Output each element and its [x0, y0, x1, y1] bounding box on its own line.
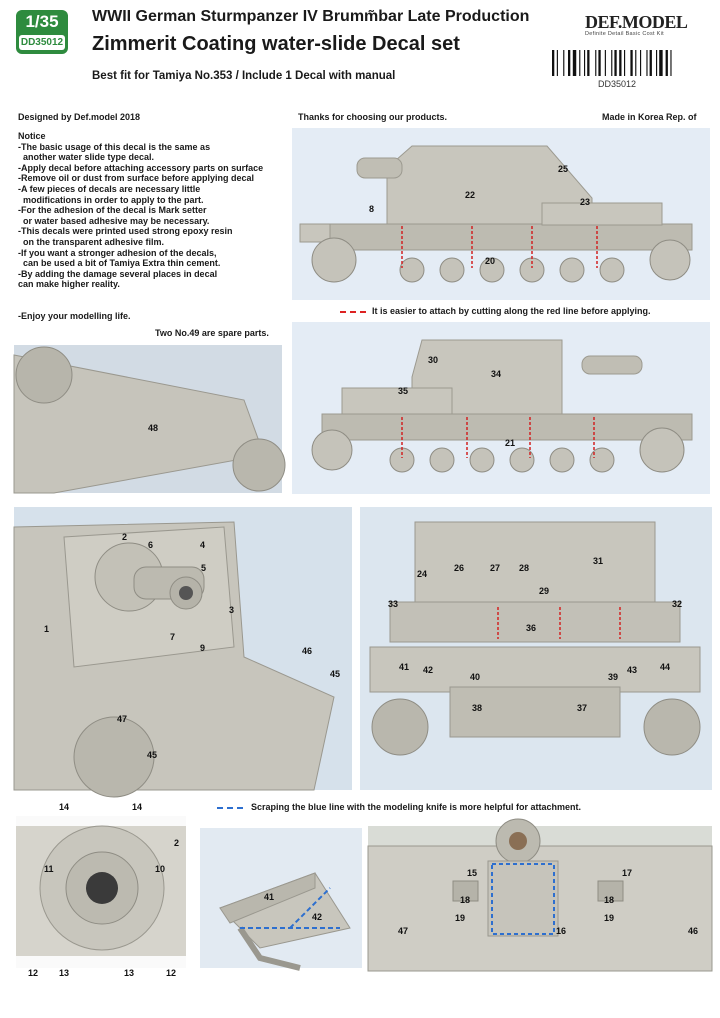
thanks-text: Thanks for choosing our products. — [298, 112, 448, 122]
part-label: 31 — [593, 556, 604, 566]
detail-48-drawing — [14, 345, 282, 493]
photo-plate — [200, 828, 362, 968]
part-label: 30 — [428, 355, 439, 365]
part-label: 45 — [147, 750, 158, 760]
part-label: 18 — [460, 895, 471, 905]
part-label: 25 — [558, 164, 569, 174]
part-label: 22 — [465, 190, 476, 200]
red-line-note-text: It is easier to attach by cutting along the red line before applying. — [372, 306, 651, 316]
notice-line: -For the adhesion of the decal is Mark setter — [18, 205, 207, 216]
notice-line: Notice — [18, 131, 46, 141]
part-label: 21 — [505, 438, 516, 448]
blue-line-note — [217, 802, 581, 812]
photo-front — [14, 507, 352, 790]
part-label: 17 — [622, 868, 633, 878]
part-label: 14 — [132, 802, 143, 812]
notice-line: -By adding the damage several places in decal — [18, 268, 218, 279]
part-label: 43 — [627, 665, 638, 675]
brand-name: DEF.MODEL — [585, 12, 688, 32]
part-label: 32 — [672, 599, 683, 609]
made-in: Made in Korea Rep. of — [602, 112, 697, 122]
part-label: 41 — [264, 892, 275, 902]
notice-line: or water based adhesive may be necessary. — [18, 215, 210, 226]
notice-line: -If you want a stronger adhesion of the decals, — [18, 247, 217, 258]
part-label: 11 — [44, 864, 54, 874]
notice-line: -Remove oil or dust from surface before applying decal — [18, 173, 255, 184]
notice-line: -The basic usage of this decal is the same as — [18, 141, 211, 152]
part-label: 39 — [608, 672, 619, 682]
part-label: 36 — [526, 623, 537, 633]
part-label: 42 — [312, 912, 323, 922]
photo-side-left — [292, 322, 710, 494]
part-label: 41 — [399, 662, 410, 672]
part-label: 29 — [539, 586, 550, 596]
part-label: 19 — [455, 913, 466, 923]
brand-logo — [585, 12, 707, 37]
tank-side-left-drawing — [292, 322, 710, 494]
part-label: 24 — [417, 569, 428, 579]
tank-side-right-drawing — [292, 128, 710, 300]
underside-drawing — [368, 826, 712, 971]
part-label: 35 — [398, 386, 409, 396]
part-label: 12 — [28, 968, 39, 978]
tank-rear-drawing — [360, 507, 712, 790]
part-label: 42 — [423, 665, 434, 675]
subtitle: Best fit for Tamiya No.353 / Include 1 Decal with manual — [92, 70, 396, 82]
part-label: 5 — [201, 563, 207, 573]
part-label: 7 — [170, 632, 176, 642]
part-label: 26 — [454, 563, 465, 573]
part-label: 2 — [174, 838, 180, 848]
barcode — [552, 50, 708, 76]
part-label: 33 — [388, 599, 399, 609]
photo-detail-48 — [14, 345, 282, 493]
part-label: 4 — [200, 540, 206, 550]
part-label: 48 — [148, 423, 159, 433]
notice-line: can be used a bit of Tamiya Extra thin cement. — [18, 258, 221, 269]
photo-side-right — [292, 128, 710, 300]
part-label: 47 — [117, 714, 128, 724]
part-label: 8 — [369, 204, 375, 214]
part-label: 3 — [229, 605, 235, 615]
notice-line: on the transparent adhesive film. — [18, 236, 165, 247]
blue-line-note-text: Scraping the blue line with the modeling knife is more helpful for attachment. — [251, 802, 582, 812]
part-label: 9 — [200, 643, 206, 653]
spare-parts-note: Two No.49 are spare parts. — [155, 328, 269, 338]
barcode-text: DD35012 — [598, 79, 637, 89]
photo-rear — [360, 507, 712, 790]
blue-dash-legend — [217, 807, 243, 809]
part-label: 12 — [166, 968, 177, 978]
notice-line: modifications in order to apply to the part. — [18, 194, 204, 205]
part-label: 38 — [472, 703, 483, 713]
part-label: 15 — [467, 868, 478, 878]
brand-tagline: Definite Detail Basic Cost Kit — [585, 31, 664, 37]
part-label: 13 — [59, 968, 70, 978]
plate-drawing — [200, 828, 362, 968]
part-label: 34 — [491, 369, 502, 379]
part-label: 6 — [148, 540, 154, 550]
notice-line: can make higher reality. — [18, 279, 120, 290]
part-label: 44 — [660, 662, 671, 672]
notice-line: another water slide type decal. — [18, 152, 155, 163]
part-label: 45 — [330, 669, 341, 679]
designed-by: Designed by Def.model 2018 — [18, 112, 141, 122]
part-label: 1 — [44, 624, 50, 634]
part-label: 46 — [302, 646, 313, 656]
mantlet-drawing — [16, 816, 186, 968]
part-label: 40 — [470, 672, 481, 682]
part-label: 18 — [604, 895, 615, 905]
title-line-1: WWII German Sturmpanzer IV Brumm̃bar Late Production — [92, 8, 530, 25]
notice-line: -This decals were printed used strong epoxy resin — [18, 226, 233, 237]
red-line-note — [340, 306, 651, 316]
part-label: 37 — [577, 703, 588, 713]
enjoy-text: -Enjoy your modelling life. — [18, 311, 131, 321]
scale-badge — [16, 10, 68, 54]
part-label: 46 — [688, 926, 699, 936]
notice-line: -Apply decal before attaching accessory parts on surface — [18, 162, 264, 173]
part-label: 20 — [485, 256, 496, 266]
part-label: 10 — [155, 864, 166, 874]
photo-underside — [368, 826, 712, 971]
part-label: 16 — [556, 926, 567, 936]
notice-line: -A few pieces of decals are necessary little — [18, 183, 201, 194]
part-label: 19 — [604, 913, 615, 923]
part-label: 2 — [122, 532, 128, 542]
title-line-2: Zimmerit Coating water-slide Decal set — [92, 33, 460, 55]
badge-product-code: DD35012 — [20, 37, 64, 48]
part-label: 14 — [59, 802, 70, 812]
part-label: 27 — [490, 563, 501, 573]
part-label: 23 — [580, 197, 591, 207]
part-label: 13 — [124, 968, 135, 978]
photo-mantlet — [16, 802, 186, 978]
notice-block — [18, 131, 288, 290]
part-label: 28 — [519, 563, 530, 573]
scale-text: 1/35 — [25, 12, 59, 31]
red-dash-legend — [340, 311, 366, 313]
part-label: 47 — [398, 926, 409, 936]
